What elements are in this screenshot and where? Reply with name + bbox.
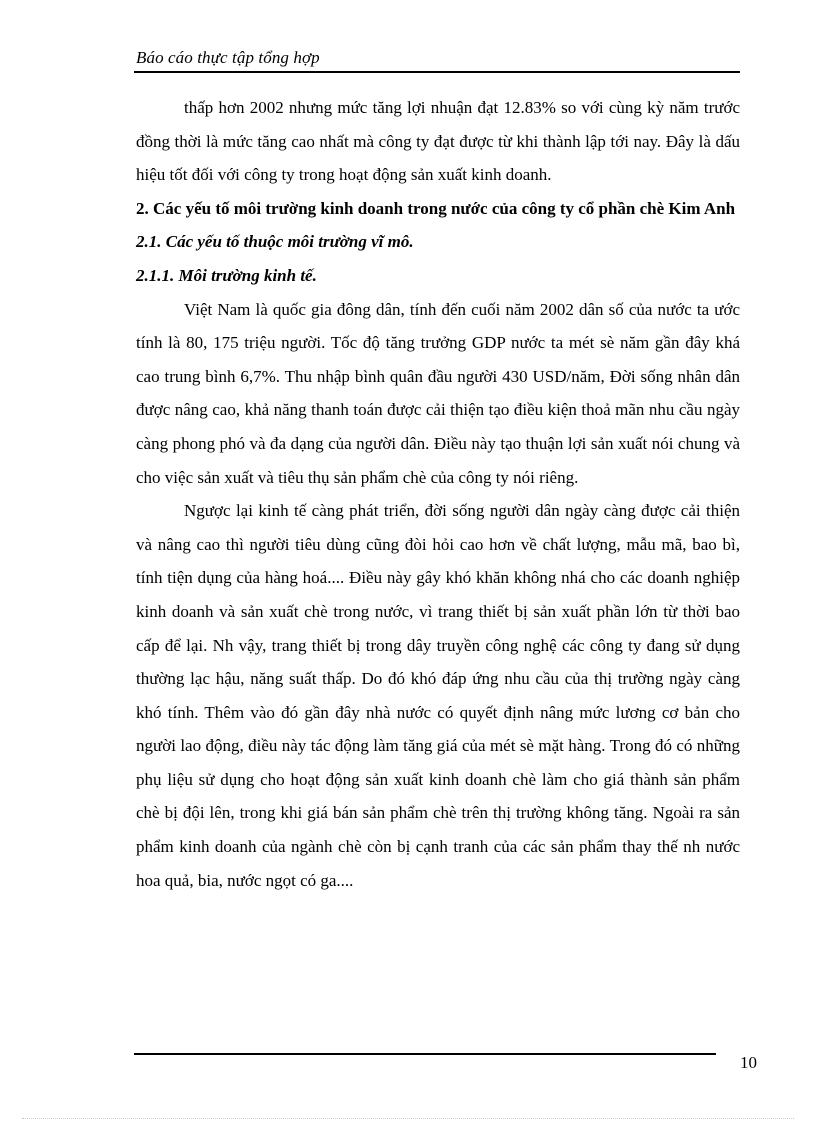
- paragraph-challenges: Ngược lại kinh tế càng phát triển, đời sống người dân ngày càng được cải thiện và nâng cao thì người tiêu dùng cũng đòi hỏi cao hơn về chất lượng, mẫu mã, bao bì, tính tiện dụng của hàng hoá.... Điều này gây khó khăn không nhá cho các doanh nghiệp kinh doanh và sản xuất chè trong nước, vì trang thiết bị sản xuất phần lớn từ thời bao cấp để lại. Nh vậy, trang thiết bị trong dây truyền công nghệ các công ty đang sử dụng thường lạc hậu, năng suất thấp. Do đó khó đáp ứng nhu cầu của thị trường ngày càng khó tính. Thêm vào đó gần đây nhà nước có quyết định nâng mức lương cơ bản cho người lao động, điều này tác động làm tăng giá của mét sè mặt hàng. Trong đó có những phụ liệu sử dụng cho hoạt động sản xuất kinh doanh chè làm cho giá thành sản phẩm chè bị đội lên, trong khi giá bán sản phẩm chè trên thị trường không tăng. Ngoài ra sản phẩm kinh doanh của ngành chè còn bị cạnh tranh của các sản phẩm thay thế nh nước hoa quả, bia, nước ngọt có ga....: [136, 501, 740, 890]
- paragraph-profit: thấp hơn 2002 nhưng mức tăng lợi nhuận đạt 12.83% so với cùng kỳ năm trước đồng thời là mức tăng cao nhất mà công ty đạt được từ khi thành lập tới nay. Đây là dấu hiệu tốt đối với công ty trong hoạt động sản xuất kinh doanh.: [136, 98, 740, 185]
- section-heading-2-1: 2.1. Các yếu tố thuộc môi trường vĩ mô.: [136, 232, 414, 252]
- paragraph-economy: Việt Nam là quốc gia đông dân, tính đến cuối năm 2002 dân số của nước ta ước tính là 80, 175 triệu người. Tốc độ tăng trưởng GDP nước ta mét sè năm gần đây khá cao trung bình 6,7%. Thu nhập bình quân đầu người 430 USD/năm, Đời sống nhân dân được nâng cao, khả năng thanh toán được cải thiện tạo điều kiện thoả mãn nhu cầu ngày càng phong phó và đa dạng của người dân. Điều này tạo thuận lợi sản xuất nói chung và cho việc sản xuất và tiêu thụ sản phẩm chè của công ty nói riêng.: [136, 299, 740, 487]
- page-number: 10: [740, 1053, 757, 1072]
- section-heading-2-1-1: 2.1.1. Môi trường kinh tế.: [136, 265, 317, 285]
- section-heading-2: 2. Các yếu tố môi trường kinh doanh trong nước của công ty cổ phần chè Kim Anh: [136, 198, 736, 218]
- page-header-title: Báo cáo thực tập tổng hợp: [136, 48, 320, 67]
- footer-divider: [134, 1053, 716, 1055]
- header-divider: [134, 71, 740, 73]
- document-body: [136, 91, 740, 897]
- page-bottom-border: [22, 1118, 794, 1119]
